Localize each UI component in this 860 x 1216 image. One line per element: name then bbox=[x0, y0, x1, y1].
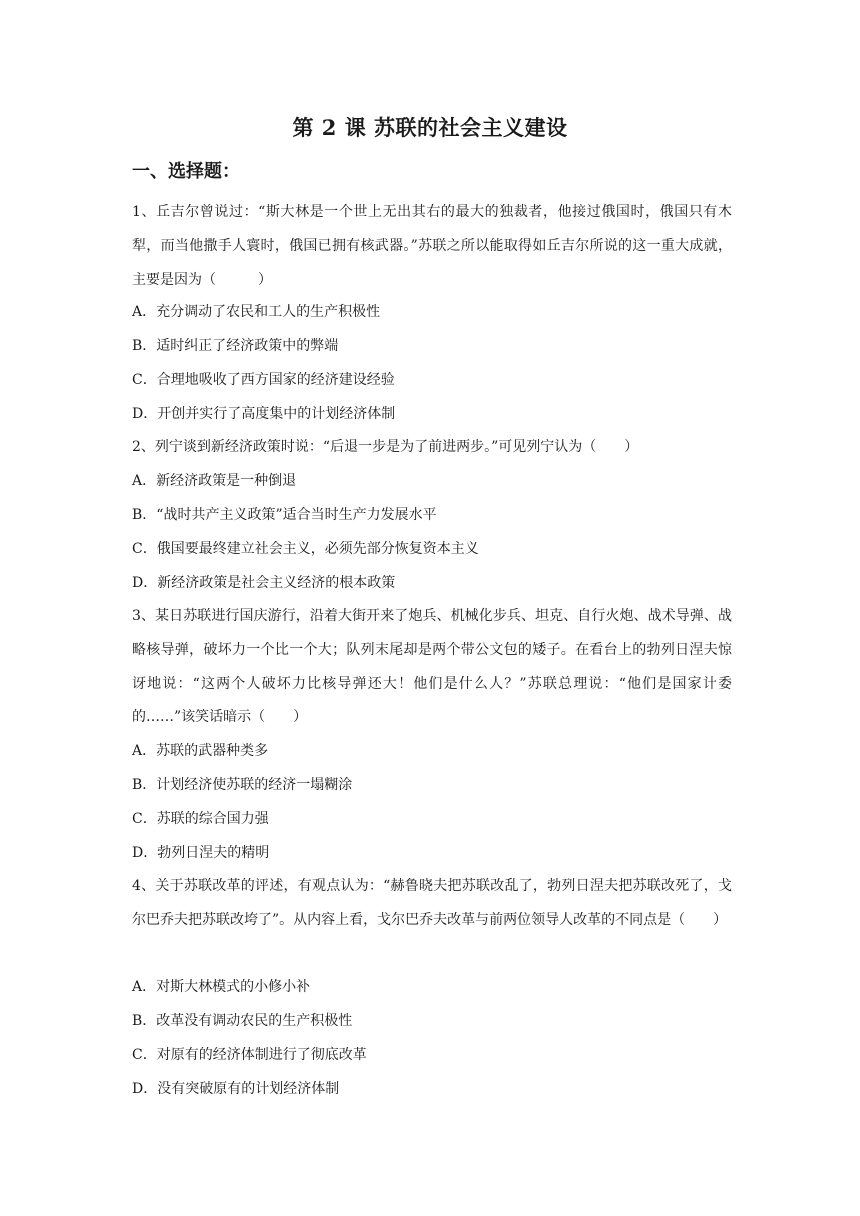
section-heading: 一、选择题： bbox=[132, 161, 240, 182]
question-1-option-c: C．合理地吸收了西方国家的经济建设经验 bbox=[132, 372, 395, 388]
document-title: 第 2 课 苏联的社会主义建设 bbox=[292, 115, 568, 140]
question-2-option-b: B．“战时共产主义政策”适合当时生产力发展水平 bbox=[132, 507, 437, 523]
question-1-stem: 1、丘吉尔曾说过：“斯大林是一个世上无出其右的最大的独裁者，他接过俄国时，俄国只有木犁，而当他撒手人寰时，俄国已拥有核武器。”苏联之所以能取得如丘吉尔所说的这一重大成就，主要是因为（ ） bbox=[132, 204, 732, 288]
question-3-option-d: D．勃列日涅夫的精明 bbox=[132, 845, 270, 861]
question-4-stem: 4、关于苏联改革的评述，有观点认为：“赫鲁晓夫把苏联改乱了，勃列日涅夫把苏联改死了，戈尔巴乔夫把苏联改垮了”。从内容上看，戈尔巴乔夫改革与前两位领导人改革的不同点是（ ） bbox=[132, 878, 732, 928]
question-3-option-a: A．苏联的武器种类多 bbox=[132, 743, 269, 759]
question-2-option-a: A．新经济政策是一种倒退 bbox=[132, 473, 297, 489]
question-2-option-c: C．俄国要最终建立社会主义，必须先部分恢复资本主义 bbox=[132, 541, 479, 557]
question-3-option-b: B．计划经济使苏联的经济一塌糊涂 bbox=[132, 777, 353, 793]
question-4-option-c: C．对原有的经济体制进行了彻底改革 bbox=[132, 1047, 367, 1063]
question-3-option-c: C．苏联的综合国力强 bbox=[132, 811, 269, 827]
question-4-option-b: B．改革没有调动农民的生产积极性 bbox=[132, 1013, 353, 1029]
question-2-stem: 2、列宁谈到新经济政策时说：“后退一步是为了前进两步。”可见列宁认为（ ） bbox=[132, 439, 639, 455]
question-1-option-d: D．开创并实行了高度集中的计划经济体制 bbox=[132, 406, 396, 422]
question-4-option-a: A．对斯大林模式的小修小补 bbox=[132, 979, 311, 995]
question-3-stem: 3、某日苏联进行国庆游行，沿着大街开来了炮兵、机械化步兵、坦克、自行火炮、战术导弹、战略核导弹，破坏力一个比一个大；队列末尾却是两个带公文包的矮子。在看台上的勃列日涅夫惊讶地说：“这两个人破坏力比核导弹还大！他们是什么人？”苏联总理说：“他们是国家计委的……”该笑话暗示（ ） bbox=[132, 608, 732, 726]
question-4-option-d: D．没有突破原有的计划经济体制 bbox=[132, 1081, 340, 1097]
question-1-option-b: B．适时纠正了经济政策中的弊端 bbox=[132, 338, 339, 354]
question-2-option-d: D．新经济政策是社会主义经济的根本政策 bbox=[132, 575, 396, 591]
question-1-option-a: A．充分调动了农民和工人的生产积极性 bbox=[132, 304, 381, 320]
